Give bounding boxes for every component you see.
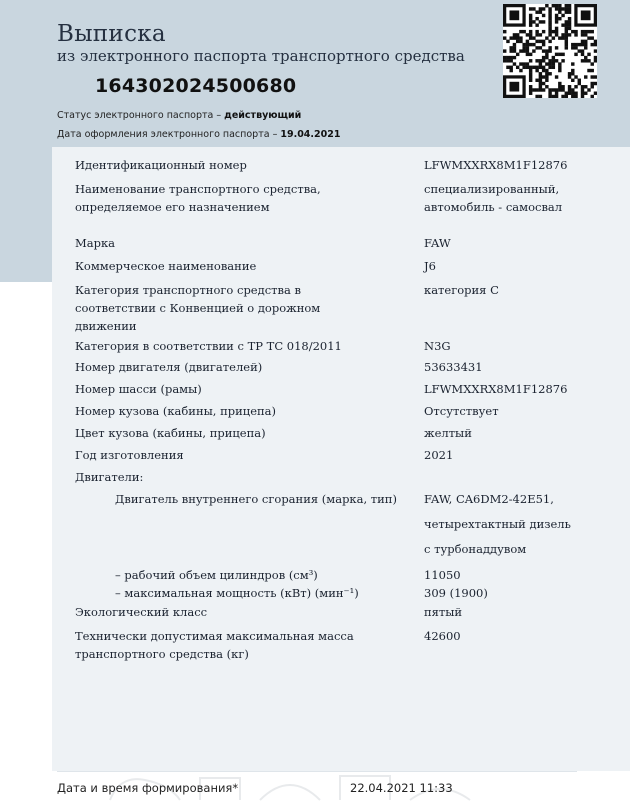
status-line — [57, 110, 301, 121]
category-value: категория C — [424, 283, 499, 297]
category-label-1: Категория транспортного средства в — [75, 283, 301, 297]
qr-code-icon — [503, 4, 597, 98]
passport-number: 164302024500680 — [95, 75, 297, 97]
power-label: – максимальная мощность (кВт) (мин⁻¹) — [115, 586, 359, 600]
name-label-1: Наименование транспортного средства, — [75, 182, 321, 196]
category-label-2: соответствии с Конвенцией о дорожном — [75, 301, 321, 315]
mass-label-2: транспортного средства (кг) — [75, 647, 249, 661]
power-value: 309 (1900) — [424, 586, 488, 600]
status-value: действующий — [224, 110, 302, 121]
issue-date-label: Дата оформления электронного паспорта – — [57, 129, 281, 140]
commercial-name-value: J6 — [424, 259, 436, 273]
name-value-2: автомобиль - самосвал — [424, 200, 563, 214]
ice-value-3: с турбонаддувом — [424, 542, 527, 556]
eco-class-label: Экологический класс — [75, 605, 208, 619]
brand-label: Марка — [75, 236, 116, 250]
mass-value: 42600 — [424, 629, 461, 643]
tr-category-value: N3G — [424, 339, 451, 353]
chassis-value: LFWMXXRX8M1F12876 — [424, 382, 568, 396]
ice-value-1: FAW, CA6DM2-42E51, — [424, 492, 554, 506]
engines-heading: Двигатели: — [75, 470, 144, 484]
doc-title: Выписка — [57, 21, 166, 47]
left-decor-band — [0, 0, 52, 282]
chassis-label: Номер шасси (рамы) — [75, 382, 202, 396]
brand-value: FAW — [424, 236, 451, 250]
name-value-1: специализированный, — [424, 182, 560, 196]
ice-value-2: четырехтактный дизель — [424, 517, 571, 531]
name-label-2: определяемое его назначением — [75, 200, 270, 214]
commercial-name-label: Коммерческое наименование — [75, 259, 257, 273]
issue-date-value: 19.04.2021 — [280, 129, 341, 140]
vin-label: Идентификационный номер — [75, 158, 247, 172]
doc-subtitle: из электронного паспорта транспортного средства — [57, 47, 465, 65]
year-label: Год изготовления — [75, 448, 184, 462]
displacement-value: 11050 — [424, 568, 461, 582]
engine-number-value: 53633431 — [424, 360, 483, 374]
mass-label-1: Технически допустимая максимальная масса — [75, 629, 354, 643]
generation-date-value: 22.04.2021 11:33 — [350, 781, 453, 795]
year-value: 2021 — [424, 448, 454, 462]
body-number-label: Номер кузова (кабины, прицепа) — [75, 404, 277, 418]
footer-divider — [57, 771, 577, 772]
body-color-label: Цвет кузова (кабины, прицепа) — [75, 426, 266, 440]
status-label: Статус электронного паспорта – — [57, 110, 225, 121]
engine-number-label: Номер двигателя (двигателей) — [75, 360, 263, 374]
displacement-label: – рабочий объем цилиндров (см³) — [115, 568, 318, 582]
category-label-3: движении — [75, 319, 137, 333]
body-number-value: Отсутствует — [424, 404, 499, 418]
ice-label: Двигатель внутреннего сгорания (марка, тип) — [115, 492, 397, 506]
vin-value: LFWMXXRX8M1F12876 — [424, 158, 568, 172]
body-color-value: желтый — [424, 426, 472, 440]
tr-category-label: Категория в соответствии с ТР ТС 018/2011 — [75, 339, 342, 353]
generation-date-label: Дата и время формирования* — [57, 781, 239, 795]
issue-date-line — [57, 129, 340, 140]
eco-class-value: пятый — [424, 605, 463, 619]
